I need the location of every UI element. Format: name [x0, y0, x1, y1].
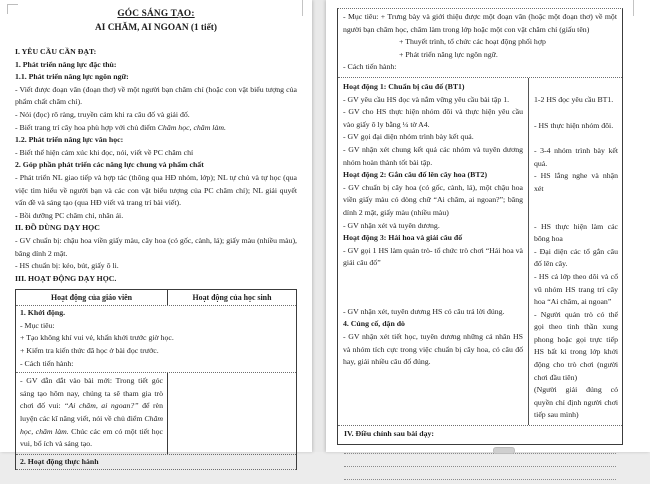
- paragraph: [15, 122, 297, 135]
- activity-2-title: Hoạt động 2: Gắn câu đố lên cây hoa (BT2): [343, 170, 488, 180]
- paragraph: - Biết thể hiện cảm xúc khi đọc, nói, viết về PC chăm chỉ: [15, 147, 194, 157]
- margin-crop-mark: [633, 0, 634, 16]
- paragraph: - GV yêu cầu HS đọc và nắm vững yêu cầu bài tập 1.: [343, 94, 510, 104]
- paragraph: + Kiểm tra kiến thức đã học ở bài đọc trước.: [20, 346, 159, 356]
- heading-ii: II. ĐỒ DÙNG DẠY HỌC: [15, 223, 100, 233]
- paragraph: - Bồi dưỡng PC chăm chỉ, nhân ái.: [15, 210, 124, 220]
- heading-1-1: 1.1. Phát triển năng lực ngôn ngữ:: [15, 72, 129, 82]
- paragraph: - HS chuẩn bị: kéo, bút, giấy ô li.: [15, 261, 119, 271]
- paragraph: - GV gọi 1 HS làm quản trò- tổ chức trò chơi “Hái hoa và giải câu đố”: [343, 245, 523, 268]
- paragraph: - GV nhận xét chung kết quả các nhóm và tuyên dương nhóm hoàn thành tốt bài tập.: [343, 144, 523, 167]
- teacher-cell: [16, 373, 168, 454]
- paragraph: - GV chuẩn bị: chậu hoa viền giấy màu, cây hoa (có gốc, cành, lá); giấy màu (nhiều màu), băng dính 2 mặt.: [15, 235, 297, 258]
- header-cell-student: Hoạt động của học sinh: [192, 293, 272, 303]
- teacher-cell: [338, 78, 529, 425]
- paragraph: (Người giải đúng có quyền chỉ định người chơi tiếp sau mình): [534, 385, 618, 420]
- paragraph-italic-text: Chăm học, chăm làm.: [20, 414, 163, 436]
- section-warmup-title: 1. Khởi động.: [20, 308, 66, 318]
- paragraph-text: Chúc các em có một tiết học vui, bổ ích và sáng tạo.: [20, 426, 163, 449]
- blank-fill-line: [344, 441, 616, 454]
- activity-table-header: [16, 290, 296, 306]
- heading-1-2: 1.2. Phát triển năng lực văn học:: [15, 135, 124, 145]
- page-1: [0, 0, 312, 466]
- blank-fill-line: [344, 467, 616, 480]
- paragraph-text: - GV dẫn dắt vào bài mới: Trong tiết góc sáng tạo hôm nay, chúng ta sẽ tham gia trò chơi đố vui:: [20, 376, 163, 411]
- student-cell: [529, 78, 622, 425]
- heading-1: 1. Phát triển năng lực đặc thù:: [15, 59, 117, 69]
- paragraph: - Mục tiêu:: [20, 320, 55, 330]
- heading-i: I. YÊU CẦU CẦN ĐẠT:: [15, 47, 97, 56]
- table-row: [16, 306, 296, 373]
- activity-table-continued: [337, 8, 623, 445]
- paragraph: - GV cho HS thực hiện nhóm đôi và thực hiện yêu cầu vào giấy ô ly bằng ¼ tờ A4.: [343, 107, 523, 129]
- paragraph: - Nói (đọc) rõ ràng, truyền cảm khi ra câu đố và giải đố.: [15, 109, 190, 119]
- document-title: GÓC SÁNG TẠO:: [117, 9, 195, 19]
- paragraph: - Phát triển NL giao tiếp và hợp tác (thông qua HĐ nhóm, lớp); NL tự chủ và tự học (qua việc tìm hiểu về người bạn và các con vật biểu tượng của PC chăm chỉ); NL giải quyết vấn đề và sáng tạo (qua HĐ viết và trang trí bài viết).: [15, 172, 297, 208]
- table-row: [16, 373, 296, 455]
- table-row: [338, 9, 622, 78]
- table-row: [338, 78, 622, 425]
- paragraph: 1-2 HS đọc yêu cầu BT1.: [534, 94, 614, 104]
- paragraph: - GV chuẩn bị cây hoa (có gốc, cành, lá), một chậu hoa viền giấy màu có dòng chữ “Ai chăm, ai ngoan?”; băng dính 2 mặt, giấy màu (nhiều màu): [343, 182, 523, 217]
- heading-iii: III. HOẠT ĐỘNG DẠY HỌC.: [15, 273, 117, 283]
- section-iv-title: IV. Điều chỉnh sau bài dạy:: [344, 429, 434, 439]
- paragraph: - 3-4 nhóm trình bày kết quả.: [534, 146, 618, 168]
- paragraph: - Người quản trò có thể gọi theo tinh thần xung phong hoặc gọi trực tiếp HS bất kì trong lớp khởi động cho trò chơi (người chơi đầu tiên): [534, 309, 618, 382]
- paragraph: - HS thực hiện nhóm đôi.: [534, 120, 614, 130]
- paragraph: + Phát triển năng lực ngôn ngữ.: [399, 49, 498, 59]
- paragraph: + Tạo không khí vui vẻ, khấn khởi trước giờ học.: [20, 333, 174, 343]
- margin-crop-mark: [302, 0, 303, 16]
- paragraph: - HS thực hiện làm các bông hoa: [534, 221, 618, 244]
- paragraph: - Cách tiến hành:: [20, 358, 74, 368]
- document-subtitle: AI CHĂM, AI NGOAN (1 tiết): [95, 23, 217, 33]
- paragraph: - Viết được đoạn văn (đoạn thơ) về một người bạn chăm chỉ (hoặc con vật biểu tượng của phẩm chất chăm chỉ).: [15, 84, 297, 107]
- paragraph: - GV nhận xét và tuyên dương.: [343, 220, 440, 230]
- paragraph-italic-text: Chăm học, chăm làm.: [157, 122, 226, 132]
- header-cell-teacher: Hoạt động của giáo viên: [16, 290, 168, 305]
- table-row: [338, 425, 622, 484]
- paragraph-italic-text: “Ai chăm, ai ngoan?”: [64, 401, 139, 411]
- paragraph: - Đại diện các tổ gắn câu đố lên cây.: [534, 246, 618, 269]
- paragraph: - GV nhận xét, tuyên dương HS có câu trả lời đúng.: [343, 306, 505, 316]
- table-row: [16, 455, 296, 471]
- paragraph: + Thuyết trình, tổ chức các hoạt động phối hợp: [399, 37, 546, 47]
- paragraph: - GV nhận xét tiết học, tuyên dương những cá nhân HS và nhóm tích cực trong việc chuẩn bị cây hoa, có câu đố hay, giải nhiều câu đố đúng.: [343, 332, 523, 367]
- student-cell-empty: [168, 373, 296, 454]
- activity-3-title: Hoạt động 3: Hái hoa và giải câu đố: [343, 233, 463, 243]
- activity-table: [15, 289, 297, 470]
- paragraph: - GV gọi đại diện nhóm trình bày kết quả.: [343, 132, 474, 142]
- heading-2: 2. Góp phần phát triển các năng lực chung và phẩm chất: [15, 160, 204, 170]
- paragraph: - Cách tiến hành:: [343, 62, 397, 72]
- page-2: [326, 0, 650, 452]
- paragraph-text: - Biết trang trí cây hoa phù hợp với chủ điểm: [15, 122, 158, 132]
- paragraph: - HS cả lớp theo dõi và cổ vũ nhóm HS trang trí cây hoa “Ai chăm, ai ngoan”: [534, 271, 618, 307]
- activity-1-title: Hoạt động 1: Chuẩn bị câu đố (BT1): [343, 81, 465, 91]
- section-4-title: 4. Củng cố, dặn dò: [343, 319, 405, 329]
- scroll-indicator[interactable]: [493, 447, 515, 454]
- paragraph: - HS lắng nghe và nhận xét: [534, 171, 618, 193]
- paragraph: [20, 375, 163, 451]
- paragraph-text: để rèn luyện các kĩ năng viết, nói về chủ điểm: [20, 401, 163, 424]
- blank-fill-line: [344, 454, 616, 467]
- section-practice-title: 2. Hoạt động thực hành: [20, 456, 99, 466]
- paragraph: - Mục tiêu: + Trưng bày và giới thiệu được một đoạn văn (hoặc một đoạn thơ) về một người bạn chăm học, chăm làm trong lớp hoặc một con vật chăm chỉ (giấu tên): [343, 12, 617, 34]
